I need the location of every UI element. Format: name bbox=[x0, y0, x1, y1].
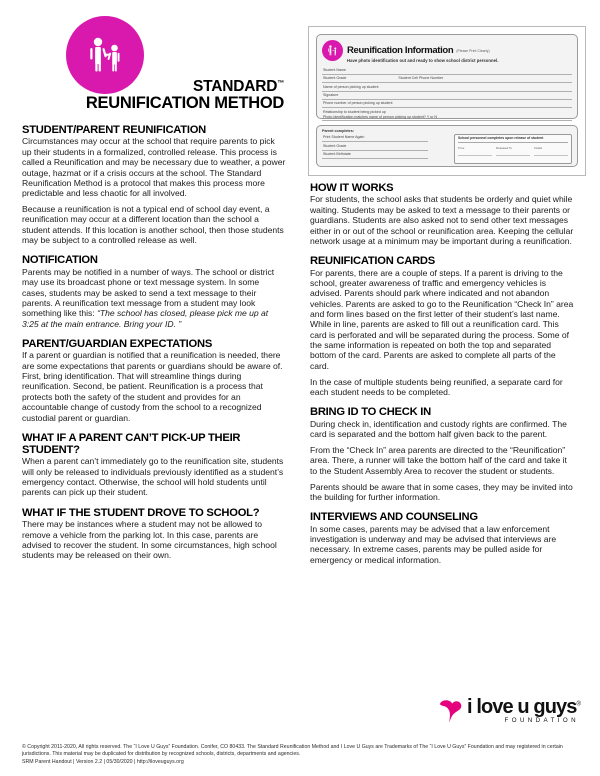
card-field-pickup-name bbox=[322, 83, 572, 91]
copyright-line-1: © Copyright 2011-2020, All rights reserved. The “I Love U Guys” Foundation. Conifer, CO 80433. The Standard Reunification Method and I Love U Guys are Trademarks of The “I Love U Guys” Foundation and may registered in certain jurisdictions. This material may be duplicated for distribution by recognized schools, districts, departments and agencies. bbox=[22, 743, 563, 758]
section-heading: WHAT IF A PARENT CAN’T PICK-UP THEIR STUDENT? bbox=[22, 431, 241, 456]
panel-col-released-to: Released To bbox=[496, 146, 530, 156]
field-label: Signature bbox=[323, 92, 339, 97]
foundation-logo bbox=[438, 697, 580, 728]
title-standard: STANDARD™ bbox=[192, 78, 284, 95]
section-heading: PARENT/GUARDIAN EXPECTATIONS bbox=[22, 337, 213, 350]
title-method: REUNIFICATION METHOD bbox=[85, 93, 284, 112]
copyright-line-2: SRM Parent Handout | Version 2.2 | 05/30/2020 | http://iloveuguys.org bbox=[22, 758, 184, 765]
card-title: Reunification Information bbox=[347, 45, 454, 56]
section-paragraph: Parents should be aware that in some cases, they may be invited into the building for further information. bbox=[310, 481, 573, 502]
footer bbox=[0, 744, 600, 776]
section-paragraph: For parents, there are a couple of steps. If a parent is driving to the school, greater awareness of traffic and emergency vehicles is advised. Parents should park where indicated and not abandon vehicles. Parents are asked to go to the Reunification “Check In” area and form lines based on the first letter of their student’s last name. While in line, parents are asked to fill out a reunification card. This card is perforated and will be separated during the process. Some of the same information is repeated on both the top and separated bottom of the card. Parents are asked to complete all parts of the card. bbox=[310, 267, 574, 371]
card-field-signature bbox=[322, 92, 572, 100]
school-personnel-panel bbox=[454, 134, 572, 164]
card-subtitle: Have photo identification out and ready to show school district personnel. bbox=[347, 58, 499, 63]
section-heading: STUDENT/PARENT REUNIFICATION bbox=[22, 124, 207, 136]
panel-col-initials: Initials bbox=[534, 146, 568, 156]
field-label: Student Grade bbox=[323, 143, 347, 148]
card-bottom-heading: Parent completes: bbox=[322, 129, 354, 133]
panel-title: School personnel completes upon release of student bbox=[458, 137, 568, 143]
card-top-half bbox=[316, 34, 578, 119]
section-paragraph: In some cases, parents may be advised that a law enforcement investigation is underway and may be advised that interviews are necessary. In extreme cases, parents may be pulled aside for emergency or medical information. bbox=[310, 523, 557, 565]
section-bring-id-to-check-in bbox=[310, 406, 574, 502]
trademark-symbol: ™ bbox=[277, 79, 284, 87]
left-column bbox=[22, 124, 286, 561]
section-student-drove-to-school bbox=[22, 507, 286, 561]
section-heading: HOW IT WORKS bbox=[310, 182, 394, 194]
card-field-bottom-grade bbox=[322, 142, 428, 150]
section-heading: INTERVIEWS AND COUNSELING bbox=[310, 511, 478, 524]
section-paragraph: Circumstances may occur at the school that require parents to pick up their students in a formalized, controlled release. This process is called a Reunification and may be necessary due to weather, a power outage, hazmat or if a crisis occurs at the school. The Standard Reunification Method is a protocol that makes this process more predictable and less chaotic for all involved. bbox=[22, 136, 286, 199]
section-paragraph: During check in, identification and custody rights are confirmed. The card is separated and the bottom half given back to the parent. bbox=[310, 418, 567, 440]
card-field-grade-phone bbox=[322, 75, 572, 83]
field-label: Student Name bbox=[323, 67, 346, 72]
card-field-pickup-phone bbox=[322, 100, 572, 108]
right-column bbox=[310, 182, 574, 565]
card-field-birthdate bbox=[322, 151, 428, 159]
field-label: Student Birthdate bbox=[323, 152, 351, 157]
card-header bbox=[322, 39, 572, 64]
notification-quote: “The school has closed, please pick me up at 3:25 at the main entrance. Bring your ID. ” bbox=[22, 308, 269, 329]
section-parent-cant-pickup bbox=[22, 432, 286, 498]
section-paragraph: Because a reunification is not a typical end of school day event, a reunification may occur at a different location than the school a student attends. If this location is another school, then those students may be subject to a controlled release as well. bbox=[22, 204, 284, 246]
field-label: Student Grade bbox=[323, 76, 347, 81]
page-title bbox=[22, 80, 284, 112]
panel-col-time: Time bbox=[458, 146, 492, 156]
section-parent-guardian-expectations bbox=[22, 338, 286, 423]
section-paragraph: When a parent can’t immediately go to the reunification site, students will only be released to individuals previously identified as a student’s emergency contact. Otherwise, the school will hold students until parents can pick up their student. bbox=[22, 456, 284, 498]
field-label: Photo identification matches name of person picking up student? Y or N bbox=[323, 114, 437, 119]
foundation-name: i love u guys® bbox=[467, 696, 580, 718]
field-label: Student Cell Phone Number bbox=[398, 76, 444, 81]
section-heading: NOTIFICATION bbox=[22, 254, 98, 267]
paragraph-text: Parents may be notified in a number of ways. The school or district may use its broadcast phone or text message system. In some cases, students may be asked to send a text message to their parents. A reunification text message from a student may look something like this: bbox=[22, 266, 275, 319]
field-label: Phone number of person picking up student bbox=[323, 101, 393, 106]
registered-symbol: ® bbox=[576, 701, 580, 708]
section-paragraph: For students, the school asks that students be orderly and quiet while waiting. Students may be asked to text a message to their parents or guardians. Students are also asked not to send other text messages either in or out of the school or reunification area. Keeping the cellular network usage at a minimum may be important during a reunification. bbox=[310, 194, 574, 246]
section-heading: REUNIFICATION CARDS bbox=[310, 255, 435, 268]
section-paragraph bbox=[22, 267, 286, 329]
reunification-card-figure bbox=[308, 26, 586, 176]
foundation-word: FOUNDATION bbox=[504, 717, 579, 724]
section-paragraph: In the case of multiple students being reunified, a separate card for each student needs to be completed. bbox=[310, 376, 563, 397]
card-title-note: (Please Print Clearly) bbox=[456, 49, 490, 53]
section-paragraph: There may be instances where a student may not be allowed to remove a vehicle from the parking lot. In this case, parents are advised to recover the student. In some circumstances, high school students may be released on their own. bbox=[22, 519, 277, 561]
section-reunification-cards bbox=[310, 255, 574, 397]
section-paragraph: From the “Check In” area parents are directed to the “Reunification” area. There, a runner will take the bottom half of the card and take it to the Student Assembly Area to recover the student or students. bbox=[310, 444, 567, 476]
section-interviews-and-counseling bbox=[310, 511, 574, 565]
card-field-print-name-again bbox=[322, 134, 428, 142]
section-heading: BRING ID TO CHECK IN bbox=[310, 406, 431, 419]
field-label: Name of person picking up student bbox=[323, 84, 379, 89]
section-how-it-works bbox=[310, 182, 574, 246]
heart-ribbon-icon bbox=[438, 699, 464, 728]
field-label: Print Student Name Again bbox=[323, 135, 365, 140]
card-field-relationship bbox=[322, 108, 572, 121]
section-heading: WHAT IF THE STUDENT DROVE TO SCHOOL? bbox=[22, 506, 260, 519]
section-paragraph: If a parent or guardian is notified that a reunification is needed, there are some expectations that parents or guardians should be aware of. First, bring identification. That will streamline things during reunification. Second, be patient. Reunification is a process that protects both the safety of the student and provides for an accountable change of custody from the school to a recognized custodial parent or guardian. bbox=[22, 350, 283, 423]
card-field-student-name bbox=[322, 67, 572, 75]
card-bottom-half bbox=[316, 125, 578, 167]
section-student-parent-reunification bbox=[22, 124, 286, 245]
card-parent-child-icon bbox=[322, 40, 343, 61]
field-label: Relationship to student being picked up bbox=[323, 110, 386, 115]
section-notification bbox=[22, 254, 286, 329]
